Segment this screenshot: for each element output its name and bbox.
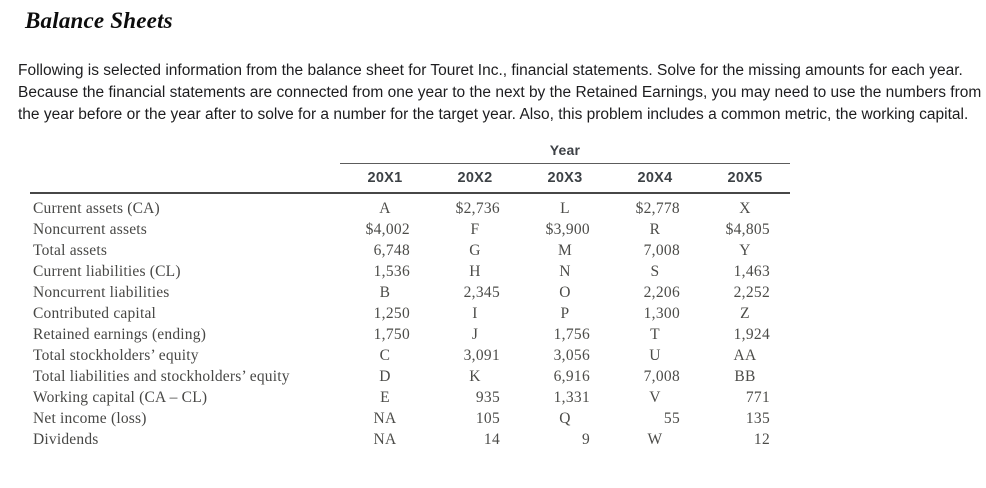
cell-20X4: 7,008 xyxy=(643,367,680,385)
cell-20X2: 2,345 xyxy=(463,283,500,301)
intro-line-1: Following is selected information from the balance sheet for Touret Inc., financial statements. Solve for the missing amounts for each year. xyxy=(18,62,963,79)
cell-20X1: A xyxy=(379,200,391,217)
cell-20X5: Z xyxy=(740,304,750,322)
cell-20X2: J xyxy=(471,325,479,343)
cell-20X2: 3,091 xyxy=(463,346,500,364)
cell-20X3: Q xyxy=(559,409,571,427)
page-title: Balance Sheets xyxy=(25,8,173,33)
cell-20X1: NA xyxy=(373,430,397,448)
cell-20X4: 7,008 xyxy=(643,241,680,259)
column-header-20X3: 20X3 xyxy=(520,164,610,194)
table-row xyxy=(30,303,790,324)
cell-20X5: 771 xyxy=(745,388,770,406)
row-label: Net income (loss) xyxy=(33,409,147,427)
cell-20X2: K xyxy=(469,367,481,385)
cell-20X1: B xyxy=(379,283,391,301)
cell-20X2: F xyxy=(470,220,480,238)
cell-20X2: 14 xyxy=(483,430,500,448)
cell-20X5: BB xyxy=(734,367,756,385)
cell-20X3: N xyxy=(559,262,571,280)
cell-20X5: AA xyxy=(733,346,757,364)
year-header: Year xyxy=(340,142,790,164)
cell-20X1: D xyxy=(379,367,391,385)
row-label: Total liabilities and stockholders’ equity xyxy=(33,367,290,385)
cell-20X4: V xyxy=(649,388,661,406)
column-header-spacer xyxy=(30,164,340,194)
cell-20X2: H xyxy=(469,262,481,280)
row-label: Total stockholders’ equity xyxy=(33,346,199,364)
intro-line-3: the year before or the year after to solve for a number for the target year. Also, this problem includes a common metric, the working capital. xyxy=(18,106,969,123)
table-row xyxy=(30,261,790,282)
cell-20X2: G xyxy=(469,241,481,259)
year-header-row xyxy=(30,142,790,164)
cell-20X3: L xyxy=(560,200,570,217)
table-row xyxy=(30,366,790,387)
table-row xyxy=(30,387,790,408)
table-row xyxy=(30,429,790,450)
cell-20X3: $3,900 xyxy=(545,220,590,238)
year-header-spacer xyxy=(30,142,340,164)
row-label: Working capital (CA – CL) xyxy=(33,388,208,406)
cell-20X3: 3,056 xyxy=(553,346,590,364)
cell-20X4: S xyxy=(650,262,660,280)
table-row xyxy=(30,240,790,261)
cell-20X3: M xyxy=(557,241,573,259)
document-page xyxy=(0,8,986,450)
balance-sheet-table xyxy=(30,142,790,450)
column-header-20X5: 20X5 xyxy=(700,164,790,194)
cell-20X4: 55 xyxy=(663,409,680,427)
cell-20X5: 1,463 xyxy=(733,262,770,280)
cell-20X5: X xyxy=(739,200,751,217)
row-label: Retained earnings (ending) xyxy=(33,325,207,343)
cell-20X5: 135 xyxy=(745,409,770,427)
table-row xyxy=(30,219,790,240)
intro-paragraph xyxy=(18,60,982,126)
table-row xyxy=(30,324,790,345)
row-label: Noncurrent liabilities xyxy=(33,283,170,301)
cell-20X5: 1,924 xyxy=(733,325,770,343)
cell-20X3: 9 xyxy=(581,430,590,448)
cell-20X1: 1,250 xyxy=(373,304,410,322)
cell-20X3: O xyxy=(559,283,571,301)
row-label: Total assets xyxy=(33,241,108,259)
cell-20X4: U xyxy=(649,346,661,364)
cell-20X2: 935 xyxy=(475,388,500,406)
intro-line-2: Because the financial statements are connected from one year to the next by the Retained Earnings, you may need to use the numbers from xyxy=(18,84,982,101)
column-header-row xyxy=(30,164,790,194)
cell-20X3: 1,331 xyxy=(553,388,590,406)
cell-20X1: 1,750 xyxy=(373,325,410,343)
cell-20X3: P xyxy=(560,304,570,322)
cell-20X1: 1,536 xyxy=(373,262,410,280)
cell-20X2: $2,736 xyxy=(455,200,500,217)
table-body xyxy=(30,193,790,450)
cell-20X5: Y xyxy=(739,241,751,259)
cell-20X3: 1,756 xyxy=(553,325,590,343)
cell-20X4: R xyxy=(649,220,661,238)
cell-20X3: 6,916 xyxy=(553,367,590,385)
cell-20X4: W xyxy=(647,430,663,448)
row-label: Contributed capital xyxy=(33,304,157,322)
cell-20X2: 105 xyxy=(475,409,500,427)
cell-20X1: C xyxy=(379,346,391,364)
cell-20X1: 6,748 xyxy=(373,241,410,259)
cell-20X5: 12 xyxy=(753,430,770,448)
cell-20X5: $4,805 xyxy=(725,220,770,238)
cell-20X1: NA xyxy=(373,409,397,427)
row-label: Dividends xyxy=(33,430,99,448)
table-row xyxy=(30,282,790,303)
cell-20X1: $4,002 xyxy=(365,220,410,238)
table-row xyxy=(30,345,790,366)
row-label: Current assets (CA) xyxy=(33,200,160,217)
cell-20X4: 1,300 xyxy=(643,304,680,322)
column-header-20X2: 20X2 xyxy=(430,164,520,194)
cell-20X4: 2,206 xyxy=(643,283,680,301)
cell-20X2: I xyxy=(472,304,478,322)
cell-20X1: E xyxy=(380,388,390,406)
column-header-20X4: 20X4 xyxy=(610,164,700,194)
cell-20X4: $2,778 xyxy=(635,200,680,217)
row-label: Current liabilities (CL) xyxy=(33,262,181,280)
cell-20X5: 2,252 xyxy=(733,283,770,301)
table-row xyxy=(30,408,790,429)
row-label: Noncurrent assets xyxy=(33,220,148,238)
column-header-20X1: 20X1 xyxy=(340,164,430,194)
table-row xyxy=(30,193,790,219)
cell-20X4: T xyxy=(650,325,660,343)
